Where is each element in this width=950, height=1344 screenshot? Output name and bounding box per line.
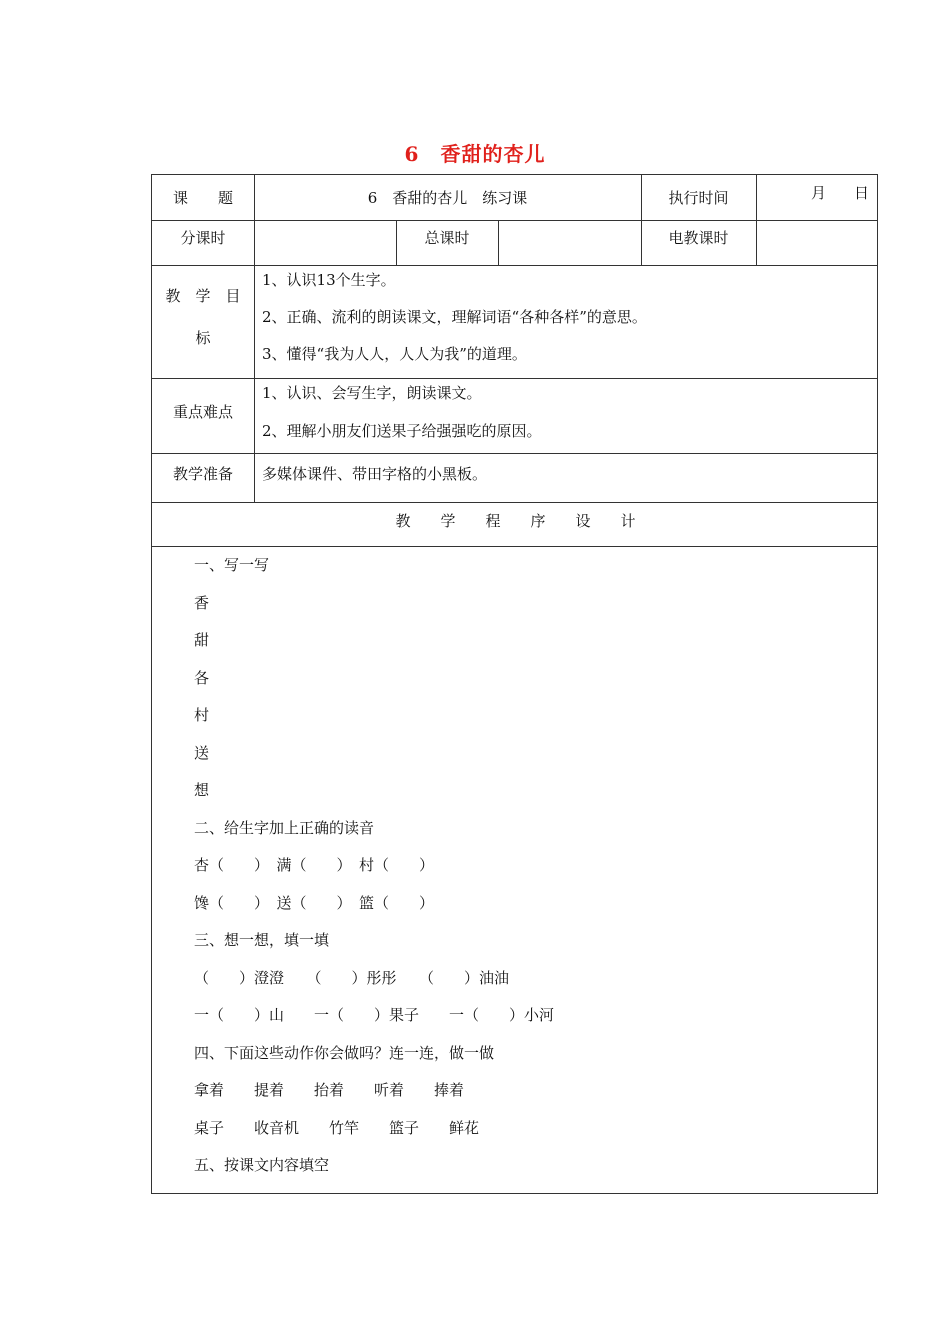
page-title: 6 香甜的杏儿 (404, 142, 546, 166)
row-divider (152, 546, 877, 547)
goals-label-cont: 标 (195, 329, 211, 347)
pinyin-row: 馋（ ） 送（ ） 篮（ ） (194, 894, 435, 912)
column-divider (641, 175, 642, 265)
object-row: 桌子 收音机 竹竿 篮子 鲜花 (194, 1119, 480, 1137)
design-header: 教 学 程 序 设 计 (395, 512, 636, 530)
pinyin-row: 杏（ ） 满（ ） 村（ ） (194, 856, 435, 874)
practice-char: 送 (194, 744, 210, 762)
preparation-label: 教学准备 (172, 465, 233, 483)
row-divider (152, 378, 877, 379)
goal-item: 3、懂得“我为人人，人人为我”的道理。 (262, 345, 527, 363)
practice-char: 香 (194, 594, 210, 612)
practice-char: 想 (194, 781, 210, 799)
sub-hours-label: 分课时 (180, 229, 226, 247)
practice-char: 各 (194, 669, 210, 687)
section-4-title: 四、下面这些动作你会做吗？连一连，做一做 (194, 1044, 495, 1062)
section-1-title: 一、写一写 (194, 556, 270, 574)
av-hours-label: 电教课时 (668, 229, 729, 247)
preparation-value: 多媒体课件、带田字格的小黑板。 (262, 465, 488, 483)
goal-item: 2、正确、流利的朗读课文，理解词语“各种各样”的意思。 (262, 308, 647, 326)
topic-label: 课 题 (172, 189, 233, 207)
key-point-item: 1、认识、会写生字，朗读课文。 (262, 384, 482, 402)
row-divider (152, 220, 877, 221)
row-divider (152, 453, 877, 454)
column-divider (254, 175, 255, 502)
goals-label: 教 学 目 (165, 287, 241, 305)
row-divider (152, 265, 877, 266)
goal-item: 1、认识13个生字。 (262, 271, 396, 289)
section-2-title: 二、给生字加上正确的读音 (194, 819, 375, 837)
row-divider (152, 502, 877, 503)
exec-time-month: 月 (811, 184, 827, 202)
action-row: 拿着 提着 抬着 听着 捧着 (194, 1081, 465, 1099)
practice-char: 村 (194, 706, 210, 724)
total-hours-label: 总课时 (424, 229, 470, 247)
column-divider (756, 175, 757, 265)
fill-row: （ ）澄澄 （ ）彤彤 （ ）油油 (194, 969, 510, 987)
exec-time-day: 日 (854, 184, 870, 202)
topic-value: 6 香甜的杏儿 练习课 (367, 189, 528, 207)
lesson-plan-table (151, 174, 878, 1194)
column-divider (498, 220, 499, 265)
section-5-title: 五、按课文内容填空 (194, 1156, 330, 1174)
section-3-title: 三、想一想，填一填 (194, 931, 330, 949)
key-points-label: 重点难点 (172, 403, 233, 421)
fill-row: 一（ ）山 一（ ）果子 一（ ）小河 (194, 1006, 555, 1024)
practice-char: 甜 (194, 631, 210, 649)
exec-time-label: 执行时间 (668, 189, 729, 207)
key-point-item: 2、理解小朋友们送果子给强强吃的原因。 (262, 422, 542, 440)
